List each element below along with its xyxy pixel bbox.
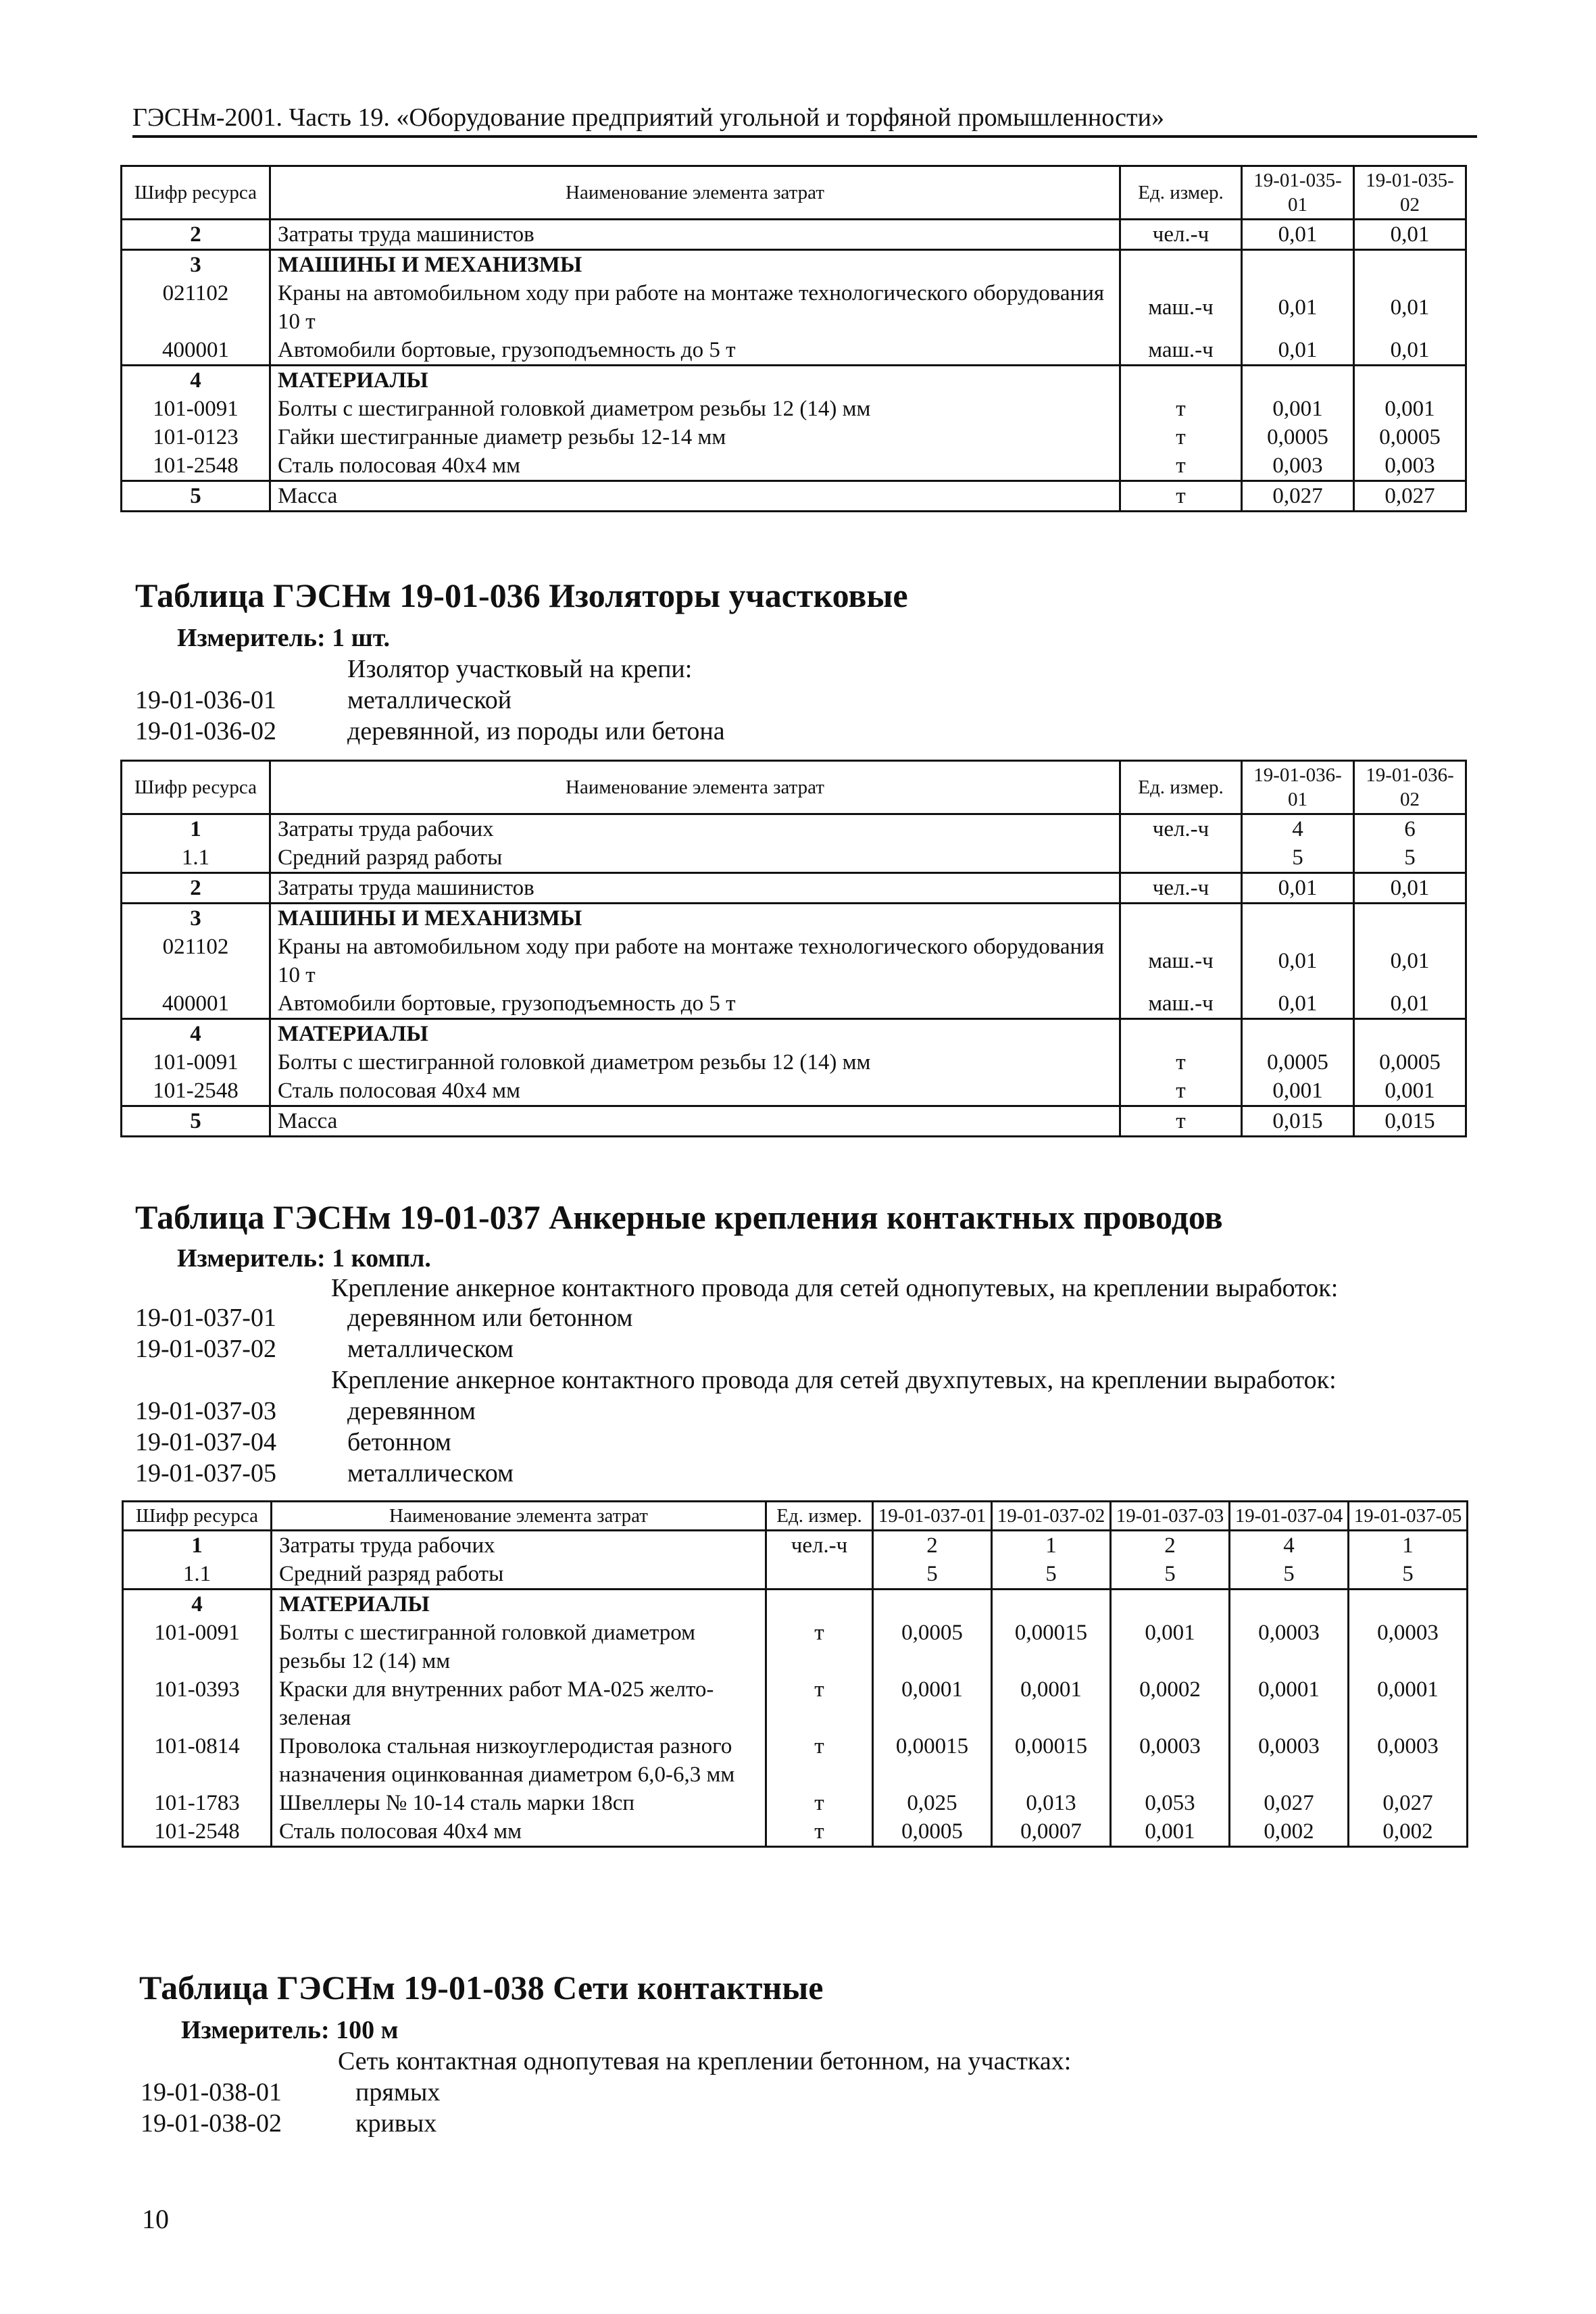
table-row: 101-0123 Гайки шестигранные диаметр резьбы 12-14 мм т 0,0005 0,0005 bbox=[122, 423, 1466, 451]
intro-036: Изолятор участковый на крепи: bbox=[347, 655, 693, 683]
table-19-01-035 bbox=[120, 165, 1467, 512]
table-row: 101-0091 Болты с шестигранной головкой диаметром резьбы 12 (14) мм т 0,0005 0,0005 bbox=[122, 1048, 1466, 1077]
table-row: 101-2548 Сталь полосовая 40х4 мм т 0,001 0,001 bbox=[122, 1077, 1466, 1106]
header-col-2: 19-01-036-02 bbox=[1354, 761, 1466, 814]
header-unit: Ед. измер. bbox=[766, 1502, 873, 1531]
header-col-4: 19-01-037-04 bbox=[1230, 1502, 1349, 1531]
header-unit: Ед. измер. bbox=[1120, 166, 1242, 220]
table-row: 101-2548 Сталь полосовая 40х4 мм т 0,003 0,003 bbox=[122, 451, 1466, 481]
header-col-3: 19-01-037-03 bbox=[1111, 1502, 1230, 1531]
table-row: 4 МАТЕРИАЛЫ bbox=[122, 1019, 1466, 1049]
running-header: ГЭСНм-2001. Часть 19. «Оборудование предприятий угольной и торфяной промышленности» bbox=[132, 103, 1477, 138]
item-code: 19-01-036-02 bbox=[135, 717, 276, 745]
table-row: 021102 Краны на автомобильном ходу при работе на монтаже технологического оборудования 10 т маш.-ч 0,01 0,01 bbox=[122, 933, 1466, 989]
header-col-5: 19-01-037-05 bbox=[1349, 1502, 1468, 1531]
header-unit: Ед. измер. bbox=[1120, 761, 1242, 814]
item-code: 19-01-037-03 bbox=[135, 1397, 276, 1425]
intro-038: Сеть контактная однопутевая на креплении бетонном, на участках: bbox=[338, 2047, 1072, 2075]
table-row: 400001 Автомобили бортовые, грузоподъемность до 5 т маш.-ч 0,01 0,01 bbox=[122, 989, 1466, 1019]
table-header-row bbox=[123, 1502, 1468, 1531]
section-title-037: Таблица ГЭСНм 19-01-037 Анкерные крепления контактных проводов bbox=[135, 1198, 1223, 1236]
item-text: деревянном или бетонном bbox=[347, 1304, 633, 1332]
item-text: металлическом bbox=[347, 1335, 514, 1363]
item-text: металлическом bbox=[347, 1459, 514, 1487]
table-19-01-037 bbox=[122, 1500, 1468, 1848]
item-code: 19-01-037-02 bbox=[135, 1335, 276, 1363]
item-text: прямых bbox=[355, 2078, 441, 2107]
table-19-01-036 bbox=[120, 760, 1467, 1137]
section-title-038: Таблица ГЭСНм 19-01-038 Сети контактные bbox=[139, 1969, 824, 2007]
header-col-1: 19-01-035-01 bbox=[1242, 166, 1354, 220]
header-code: Шифр ресурса bbox=[122, 166, 270, 220]
item-text: кривых bbox=[355, 2109, 437, 2138]
table-row: 101-0091 Болты с шестигранной головкой диаметром резьбы 12 (14) мм т 0,0005 0,00015 0,001 0,0003 0,0003 bbox=[123, 1619, 1468, 1675]
measure-037: Измеритель: 1 компл. bbox=[177, 1244, 431, 1273]
table-row: 4 МАТЕРИАЛЫ bbox=[123, 1590, 1468, 1619]
intro-037-single: Крепление анкерное контактного провода для сетей однопутевых, на креплении выработок: bbox=[331, 1274, 1339, 1302]
table-row: 101-0393 Краски для внутренних работ МА-025 желто-зеленая т 0,0001 0,0001 0,0002 0,0001 0,0001 bbox=[123, 1675, 1468, 1732]
table-row: 5 Масса т 0,027 0,027 bbox=[122, 481, 1466, 512]
table-row: 101-2548 Сталь полосовая 40х4 мм т 0,0005 0,0007 0,001 0,002 0,002 bbox=[123, 1817, 1468, 1847]
item-code: 19-01-037-05 bbox=[135, 1459, 276, 1487]
table-row: 3 МАШИНЫ И МЕХАНИЗМЫ bbox=[122, 250, 1466, 280]
table-header-row bbox=[122, 166, 1466, 220]
header-col-1: 19-01-037-01 bbox=[873, 1502, 992, 1531]
table-row: 2 Затраты труда машинистов чел.-ч 0,01 0,01 bbox=[122, 873, 1466, 904]
header-col-2: 19-01-037-02 bbox=[992, 1502, 1111, 1531]
header-name: Наименование элемента затрат bbox=[270, 166, 1120, 220]
table-header-row bbox=[122, 761, 1466, 814]
header-code: Шифр ресурса bbox=[122, 761, 270, 814]
item-text: деревянной, из породы или бетона bbox=[347, 717, 725, 745]
table-row: 021102 Краны на автомобильном ходу при работе на монтаже технологического оборудования 10 т маш.-ч 0,01 0,01 bbox=[122, 279, 1466, 336]
item-code: 19-01-037-04 bbox=[135, 1428, 276, 1456]
header-name: Наименование элемента затрат bbox=[270, 761, 1120, 814]
header-code: Шифр ресурса bbox=[123, 1502, 272, 1531]
table-row: 3 МАШИНЫ И МЕХАНИЗМЫ bbox=[122, 904, 1466, 933]
measure-036: Измеритель: 1 шт. bbox=[177, 624, 391, 652]
table-row: 1 Затраты труда рабочих чел.-ч 2 1 2 4 1 bbox=[123, 1531, 1468, 1560]
header-col-2: 19-01-035-02 bbox=[1354, 166, 1466, 220]
item-code: 19-01-038-01 bbox=[141, 2078, 282, 2107]
table-row: 1.1 Средний разряд работы 5 5 bbox=[122, 843, 1466, 873]
page-number: 10 bbox=[142, 2204, 169, 2234]
table-row: 101-1783 Швеллеры № 10-14 сталь марки 18сп т 0,025 0,013 0,053 0,027 0,027 bbox=[123, 1789, 1468, 1817]
header-col-1: 19-01-036-01 bbox=[1242, 761, 1354, 814]
intro-037-double: Крепление анкерное контактного провода для сетей двухпутевых, на креплении выработок: bbox=[331, 1366, 1337, 1394]
table-row: 1.1 Средний разряд работы 5 5 5 5 5 bbox=[123, 1560, 1468, 1590]
table-row: 5 Масса т 0,015 0,015 bbox=[122, 1106, 1466, 1137]
table-row: 2 Затраты труда машинистов чел.-ч 0,01 0,01 bbox=[122, 220, 1466, 250]
table-row: 1 Затраты труда рабочих чел.-ч 4 6 bbox=[122, 814, 1466, 844]
item-text: металлической bbox=[347, 686, 512, 714]
table-row: 101-0814 Проволока стальная низкоуглеродистая разного назначения оцинкованная диаметром 6,0-6,3 мм т 0,00015 0,00015 0,0003 0,0003 0,0003 bbox=[123, 1732, 1468, 1789]
header-name: Наименование элемента затрат bbox=[272, 1502, 766, 1531]
measure-038: Измеритель: 100 м bbox=[181, 2016, 399, 2044]
item-text: деревянном bbox=[347, 1397, 476, 1425]
table-row: 400001 Автомобили бортовые, грузоподъемность до 5 т маш.-ч 0,01 0,01 bbox=[122, 336, 1466, 366]
item-code: 19-01-038-02 bbox=[141, 2109, 282, 2138]
table-row: 4 МАТЕРИАЛЫ bbox=[122, 366, 1466, 395]
item-text: бетонном bbox=[347, 1428, 451, 1456]
item-code: 19-01-037-01 bbox=[135, 1304, 276, 1332]
table-row: 101-0091 Болты с шестигранной головкой диаметром резьбы 12 (14) мм т 0,001 0,001 bbox=[122, 395, 1466, 423]
item-code: 19-01-036-01 bbox=[135, 686, 276, 714]
section-title-036: Таблица ГЭСНм 19-01-036 Изоляторы участковые bbox=[135, 576, 908, 614]
